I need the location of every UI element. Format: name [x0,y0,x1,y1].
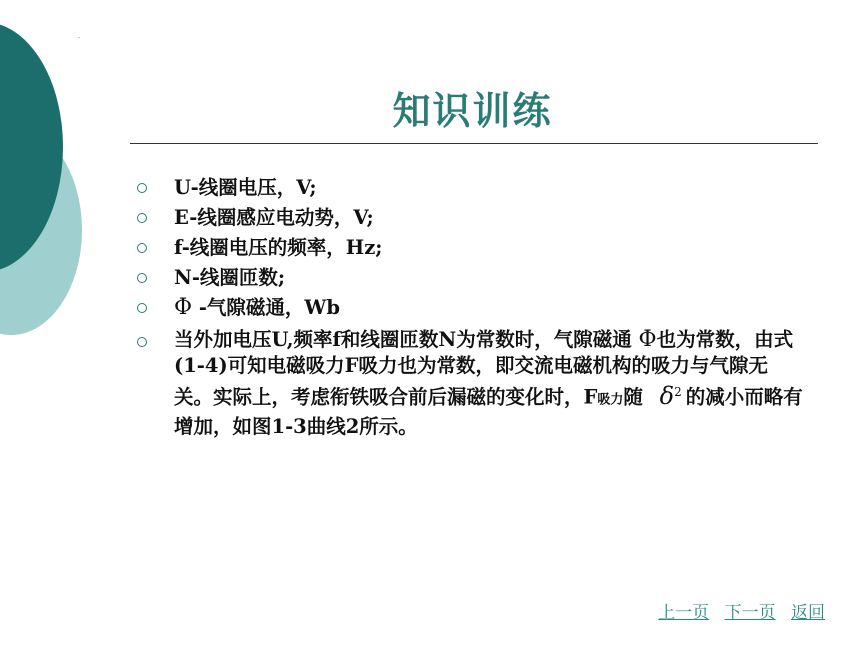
delta-symbol: δ [659,381,675,410]
list-item: f-线圈电压的频率，Hz; [132,233,804,263]
list-item: 当外加电压U,频率f和线圈匝数N为常数时，气隙磁通 Φ也为常数，由式(1-4)可知电磁吸力F吸力也为常数，即交流电磁机构的吸力与气隙无关。实际上，考虑衔铁吸合前后漏磁的变化时，F吸力随 $\delta^2$ 的减小而略有增加，如图1-3曲线2所示。 [132,327,804,440]
next-page-link[interactable]: 下一页 [724,603,776,623]
slide-title: 知识训练 [392,88,553,133]
bullet-circle-icon [137,243,147,253]
list-item: Φ -气隙磁通，Wb [132,293,804,323]
phi-symbol: Φ [174,295,193,320]
decor-dot: . [78,33,80,40]
bullet-circle-icon [137,213,147,223]
phi-symbol: Φ [638,327,657,352]
bullet-circle-icon [137,183,147,193]
list-item: E-线圈感应电动势，V; [132,203,804,233]
prev-page-link[interactable]: 上一页 [658,603,710,623]
bullet-circle-icon [137,303,147,313]
back-link[interactable]: 返回 [791,603,825,623]
bullet-circle-icon [137,337,147,347]
slide-navigation [648,598,825,623]
title-divider [130,143,818,144]
list-item: N-线圈匝数; [132,263,804,293]
list-item: U-线圈电压，V; [132,173,804,203]
bullet-circle-icon [137,273,147,283]
bullet-list [132,173,804,440]
